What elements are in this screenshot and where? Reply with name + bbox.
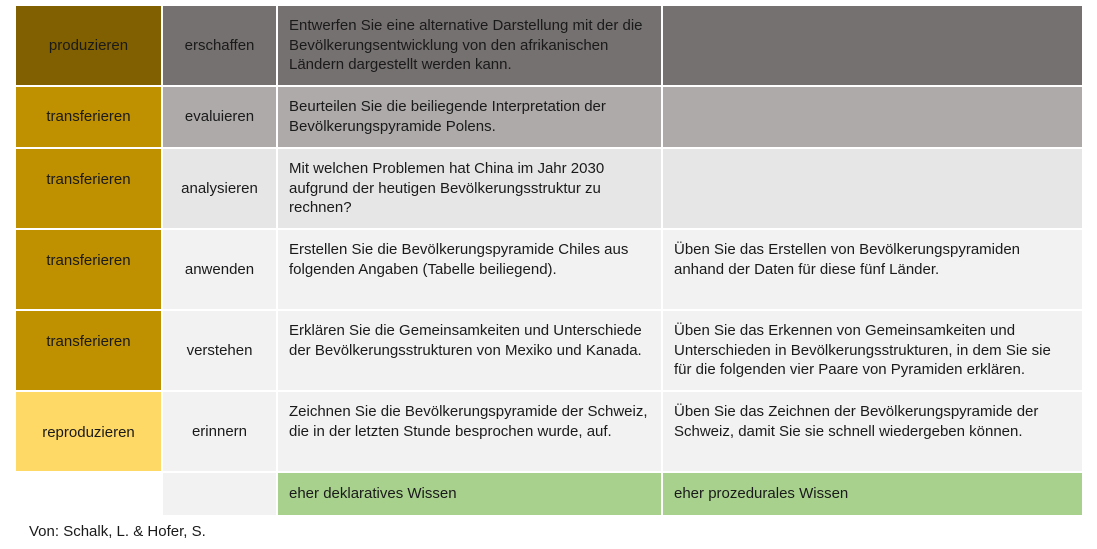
declarative-task-text: Beurteilen Sie die beiliegende Interpretation der Bevölkerungspyramide Polens. — [289, 98, 606, 135]
verb-label: erinnern — [191, 422, 248, 440]
footer-spacer — [16, 473, 161, 515]
declarative-task-text: Entwerfen Sie eine alternative Darstellung mit der die Bevölkerungsentwicklung von den afrikanischen Ländern dargestellt werden kann. — [289, 17, 643, 73]
procedural-task-cell — [663, 230, 1082, 309]
declarative-task-text: Zeichnen Sie die Bevölkerungspyramide der Schweiz, die in der letzten Stunde besprochen wurde, auf. — [289, 403, 648, 440]
level-cell — [16, 230, 161, 309]
verb-cell — [163, 311, 276, 390]
declarative-task-text: Erstellen Sie die Bevölkerungspyramide Chiles aus folgenden Angaben (Tabelle beiliegend). — [289, 241, 629, 278]
level-cell — [16, 149, 161, 228]
verb-label: evaluieren — [184, 108, 255, 126]
procedural-knowledge-text: eher prozedurales Wissen — [674, 485, 849, 503]
level-label: transferieren — [46, 171, 131, 188]
source-credit: Von: Schalk, L. & Hofer, S. — [29, 523, 206, 540]
verb-label: anwenden — [184, 260, 255, 278]
declarative-knowledge-text: eher deklaratives Wissen — [289, 485, 457, 503]
verb-label: verstehen — [186, 341, 253, 359]
procedural-task-text: Üben Sie das Erkennen von Gemeinsamkeiten und Unterschieden in Bevölkerungsstrukturen, in dem Sie sie für die folgenden vier Paare von Pyramiden erklären. — [674, 322, 1051, 378]
verb-cell — [163, 392, 276, 471]
procedural-task-cell — [663, 311, 1082, 390]
level-cell — [16, 87, 161, 147]
declarative-task-cell — [278, 87, 661, 147]
level-label: transferieren — [46, 252, 131, 269]
procedural-task-text: Üben Sie das Erstellen von Bevölkerungspyramiden anhand der Daten für diese fünf Länder. — [674, 241, 1021, 278]
taxonomy-table — [16, 6, 1082, 515]
procedural-task-cell — [663, 392, 1082, 471]
verb-label: erschaffen — [184, 36, 255, 54]
procedural-task-cell — [663, 87, 1082, 147]
declarative-knowledge-label — [278, 473, 661, 515]
level-cell — [16, 6, 161, 85]
procedural-task-cell — [663, 149, 1082, 228]
declarative-task-cell — [278, 230, 661, 309]
declarative-task-text: Erklären Sie die Gemeinsamkeiten und Unterschiede der Bevölkerungsstrukturen von Mexiko und Kanada. — [289, 322, 642, 359]
verb-cell — [163, 230, 276, 309]
declarative-task-cell — [278, 6, 661, 85]
footer-verb-spacer — [163, 473, 276, 515]
verb-label: analysieren — [181, 179, 258, 197]
level-label: transferieren — [46, 108, 131, 126]
level-label: transferieren — [46, 333, 131, 350]
declarative-task-text: Mit welchen Problemen hat China im Jahr 2030 aufgrund der heutigen Bevölkerungsstruktur zu rechnen? — [289, 160, 605, 216]
level-label: produzieren — [48, 36, 129, 54]
declarative-task-cell — [278, 392, 661, 471]
level-cell — [16, 311, 161, 390]
procedural-knowledge-label — [663, 473, 1082, 515]
procedural-task-cell — [663, 6, 1082, 85]
verb-cell — [163, 87, 276, 147]
declarative-task-cell — [278, 311, 661, 390]
verb-cell — [163, 149, 276, 228]
declarative-task-cell — [278, 149, 661, 228]
level-cell — [16, 392, 161, 471]
level-label: reproduzieren — [42, 424, 135, 441]
verb-cell — [163, 6, 276, 85]
procedural-task-text: Üben Sie das Zeichnen der Bevölkerungspyramide der Schweiz, damit Sie sie schnell wiedergeben können. — [674, 403, 1039, 440]
